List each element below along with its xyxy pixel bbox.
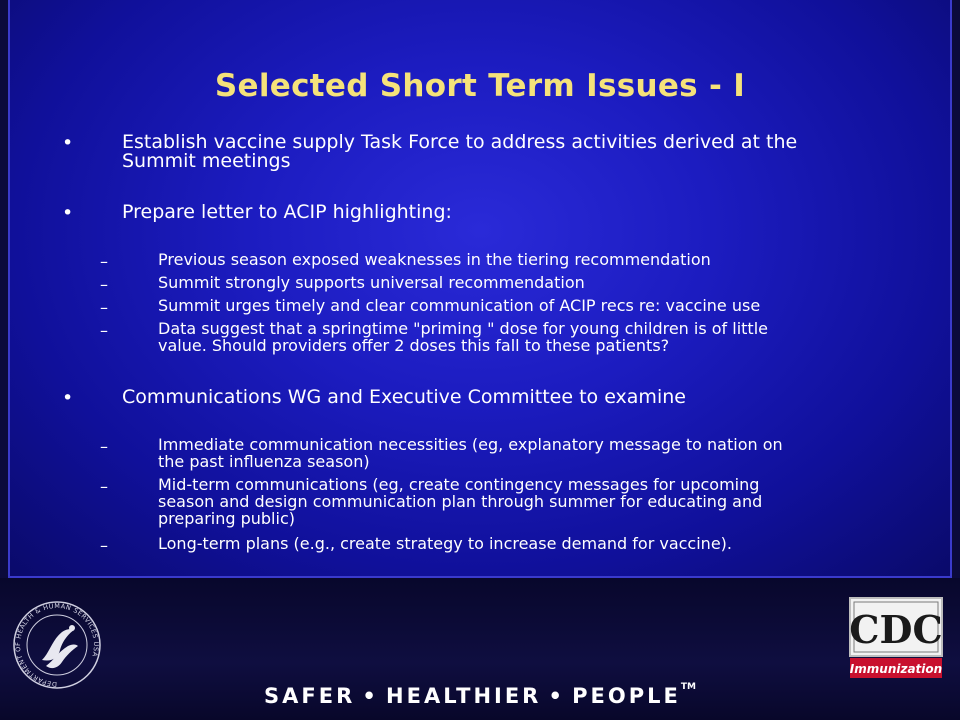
sub-bullet-text: Mid-term communications (eg, create contingency messages for upcoming <box>158 475 760 494</box>
sub-bullet-text: Summit strongly supports universal recommendation <box>158 273 585 292</box>
dash-icon: – <box>100 252 108 271</box>
hhs-seal-text: DEPARTMENT OF HEALTH & HUMAN SERVICES USA <box>13 601 101 689</box>
sub-bullet-text: Summit urges timely and clear communication of ACIP recs re: vaccine use <box>158 296 761 315</box>
dash-icon: – <box>100 275 108 294</box>
dash-icon: – <box>100 437 108 456</box>
bullet-icon: • <box>62 132 74 154</box>
tagline-text: SAFER • HEALTHIER • PEOPLE <box>264 684 681 708</box>
sub-bullet-text: Immediate communication necessities (eg, explanatory message to nation on <box>158 435 783 454</box>
dash-icon: – <box>100 477 108 496</box>
sub-bullet-text: the past influenza season) <box>158 452 370 471</box>
cdc-logo-subtext: Immunization <box>849 662 943 676</box>
sub-bullet-text: Previous season exposed weaknesses in the tiering recommendation <box>158 250 711 269</box>
bullet-text: Establish vaccine supply Task Force to address activities derived at the <box>122 131 798 153</box>
sub-bullet-text: preparing public) <box>158 509 295 528</box>
bullet-text: Communications WG and Executive Committee to examine <box>122 386 686 408</box>
bullet-icon: • <box>62 387 74 409</box>
sub-bullet-text: value. Should providers offer 2 doses this fall to these patients? <box>158 336 670 355</box>
footer-tagline <box>0 684 960 708</box>
dash-icon: – <box>100 298 108 317</box>
bullet-text: Summit meetings <box>122 150 291 172</box>
bullet-icon: • <box>62 202 74 224</box>
cdc-logo-text: CDC <box>849 607 943 652</box>
trademark-mark: TM <box>680 682 696 692</box>
sub-bullet-text: Data suggest that a springtime "priming " dose for young children is of little <box>158 319 768 338</box>
hhs-seal-logo <box>12 600 102 690</box>
sub-bullet-text: Long-term plans (e.g., create strategy to increase demand for vaccine). <box>158 534 732 553</box>
dash-icon: – <box>100 536 108 555</box>
bullet-text: Prepare letter to ACIP highlighting: <box>122 201 452 223</box>
slide-title: Selected Short Term Issues - I <box>214 68 746 104</box>
sub-bullet-text: season and design communication plan through summer for educating and <box>158 492 763 511</box>
cdc-immunization-logo <box>848 596 944 680</box>
dash-icon: – <box>100 321 108 340</box>
